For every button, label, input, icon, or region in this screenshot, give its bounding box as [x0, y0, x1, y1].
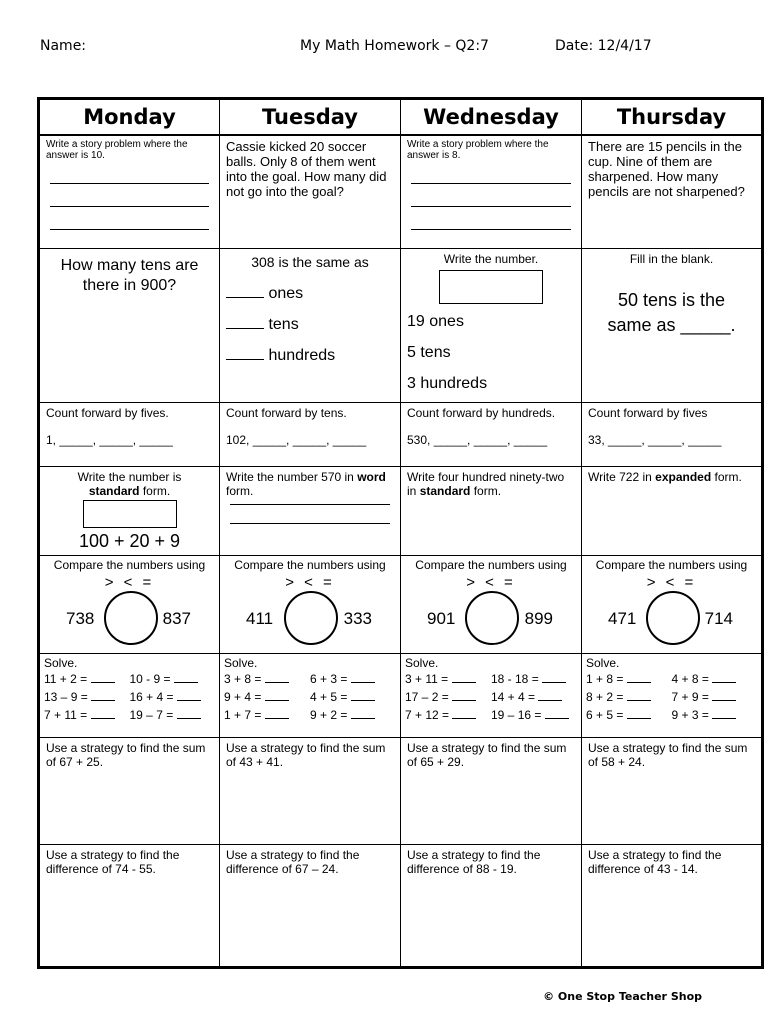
day-header-row: [39, 99, 763, 136]
compare-circle[interactable]: [646, 591, 700, 645]
ones-value: 19 ones: [407, 312, 464, 330]
count-sequence[interactable]: 530, _____, _____, _____: [407, 432, 548, 447]
cell-thu-fill-blank: [582, 248, 763, 402]
hundreds-value: 3 hundreds: [407, 374, 488, 392]
day-wednesday: Wednesday: [401, 99, 582, 136]
equation-row[interactable]: 17 – 2 = 14 + 4 =: [405, 688, 577, 706]
story-prompt: Write a story problem where the answer is 8.: [407, 139, 549, 161]
number-form-row: [39, 466, 763, 555]
homework-table: [37, 97, 764, 969]
name-label: Name:: [40, 38, 87, 54]
sum-prompt: Use a strategy to find the sum of 65 + 29.: [407, 740, 567, 769]
place-value-row: [39, 248, 763, 402]
cell-wed-write-number: [401, 248, 582, 402]
equation-row[interactable]: 11 + 2 = 10 - 9 =: [44, 670, 215, 688]
cell-thu-story: [582, 135, 763, 248]
story-problem-text: There are 15 pencils in the cup. Nine of them are sharpened. How many pencils are not sharpened?: [588, 139, 745, 199]
fill-blank-title: Fill in the blank.: [629, 251, 714, 266]
compare-title: Compare the numbers using: [415, 557, 567, 572]
equation-row[interactable]: 7 + 12 = 19 – 16 =: [405, 706, 577, 724]
answer-line[interactable]: [411, 229, 571, 230]
story-problem-row: [39, 135, 763, 248]
day-thursday: Thursday: [582, 99, 763, 136]
count-title: Count forward by hundreds.: [407, 405, 556, 420]
equation-row[interactable]: 6 + 5 = 9 + 3 =: [586, 706, 757, 724]
compare-left-number: 411: [246, 608, 274, 628]
day-tuesday: Tuesday: [220, 99, 401, 136]
standard-form-prompt: Write four hundred ninety-two in standard form.: [407, 469, 565, 498]
compare-left-number: 738: [66, 608, 95, 628]
compare-row: [39, 555, 763, 653]
compare-left-number: 901: [427, 608, 456, 628]
hundreds-line[interactable]: hundreds: [226, 340, 394, 371]
equation-row[interactable]: 7 + 11 = 19 – 7 =: [44, 706, 215, 724]
tens-question: How many tens are there in 900?: [60, 256, 199, 294]
compare-title: Compare the numbers using: [53, 557, 206, 572]
tens-line[interactable]: tens: [226, 309, 394, 340]
count-sequence[interactable]: 33, _____, _____, _____: [588, 432, 722, 447]
day-monday: Monday: [39, 99, 220, 136]
count-sequence[interactable]: 1, _____, _____, _____: [46, 432, 173, 447]
date-label: Date: 12/4/17: [555, 38, 652, 54]
word-form-prompt: Write the number 570 in word form.: [226, 469, 386, 498]
page-title: My Math Homework – Q2:7: [300, 38, 489, 54]
compare-right-number: 899: [524, 608, 553, 628]
equation-row[interactable]: 1 + 8 = 4 + 8 =: [586, 670, 757, 688]
equation-row[interactable]: 3 + 8 = 6 + 3 =: [224, 670, 396, 688]
solve-row: [39, 653, 763, 737]
count-forward-row: [39, 402, 763, 466]
answer-line[interactable]: [230, 523, 390, 524]
equation-row[interactable]: 9 + 4 = 4 + 5 =: [224, 688, 396, 706]
compare-circle[interactable]: [104, 591, 158, 645]
sum-strategy-row: [39, 737, 763, 844]
cell-wed-story: [401, 135, 582, 248]
expanded-form-prompt: Write 722 in expanded form.: [588, 469, 742, 484]
sum-prompt: Use a strategy to find the sum of 67 + 25.: [46, 740, 206, 769]
solve-title: Solve.: [224, 655, 258, 670]
count-title: Count forward by tens.: [226, 405, 347, 420]
compare-circle[interactable]: [284, 591, 338, 645]
compare-right-number: 333: [343, 608, 372, 628]
standard-form-prompt: Write the number is standard form.: [77, 469, 182, 498]
sum-prompt: Use a strategy to find the sum of 58 + 24.: [588, 740, 748, 769]
difference-prompt: Use a strategy to find the difference of 43 - 14.: [588, 847, 722, 876]
equation-row[interactable]: 13 – 9 = 16 + 4 =: [44, 688, 215, 706]
compare-symbols: > < =: [285, 573, 335, 591]
compare-symbols: > < =: [646, 573, 697, 591]
compare-symbols: > < =: [104, 573, 155, 591]
write-number-title: Write the number.: [443, 251, 539, 266]
compare-left-number: 471: [608, 608, 637, 628]
compare-title: Compare the numbers using: [595, 557, 748, 572]
tens-value: 5 tens: [407, 343, 451, 361]
cell-tue-place-value: [220, 248, 401, 402]
sum-prompt: Use a strategy to find the sum of 43 + 41.: [226, 740, 386, 769]
equation-row[interactable]: 3 + 11 = 18 - 18 =: [405, 670, 577, 688]
ones-line[interactable]: ones: [226, 278, 394, 309]
count-title: Count forward by fives.: [46, 405, 169, 420]
expanded-expression: 100 + 20 + 9: [78, 530, 181, 551]
equation-row[interactable]: 1 + 7 = 9 + 2 =: [224, 706, 396, 724]
compare-circle[interactable]: [465, 591, 519, 645]
answer-box[interactable]: [83, 500, 177, 528]
difference-prompt: Use a strategy to find the difference of 88 - 19.: [407, 847, 541, 876]
compare-symbols: > < =: [466, 573, 516, 591]
story-problem-text: Cassie kicked 20 soccer balls. Only 8 of them went into the goal. How many did not go into the goal?: [226, 139, 387, 199]
compare-right-number: 837: [162, 608, 191, 628]
solve-title: Solve.: [405, 655, 439, 670]
count-sequence[interactable]: 102, _____, _____, _____: [226, 432, 367, 447]
compare-title: Compare the numbers using: [234, 557, 386, 572]
answer-box[interactable]: [439, 270, 543, 304]
story-prompt: Write a story problem where the answer is 10.: [46, 139, 188, 161]
answer-line[interactable]: [50, 229, 209, 230]
place-value-title: 308 is the same as: [251, 253, 369, 270]
solve-title: Solve.: [586, 655, 620, 670]
copyright-footer: © One Stop Teacher Shop: [543, 990, 702, 1003]
cell-tue-story: [220, 135, 401, 248]
difference-prompt: Use a strategy to find the difference of 74 - 55.: [46, 847, 180, 876]
fill-blank-text[interactable]: 50 tens is the same as _____.: [607, 289, 736, 335]
cell-mon-tens: [39, 248, 220, 402]
solve-title: Solve.: [44, 655, 78, 670]
difference-strategy-row: [39, 844, 763, 967]
compare-right-number: 714: [704, 608, 733, 628]
equation-row[interactable]: 8 + 2 = 7 + 9 =: [586, 688, 757, 706]
count-title: Count forward by fives: [588, 405, 708, 420]
difference-prompt: Use a strategy to find the difference of 67 – 24.: [226, 847, 360, 876]
cell-mon-story: [39, 135, 220, 248]
